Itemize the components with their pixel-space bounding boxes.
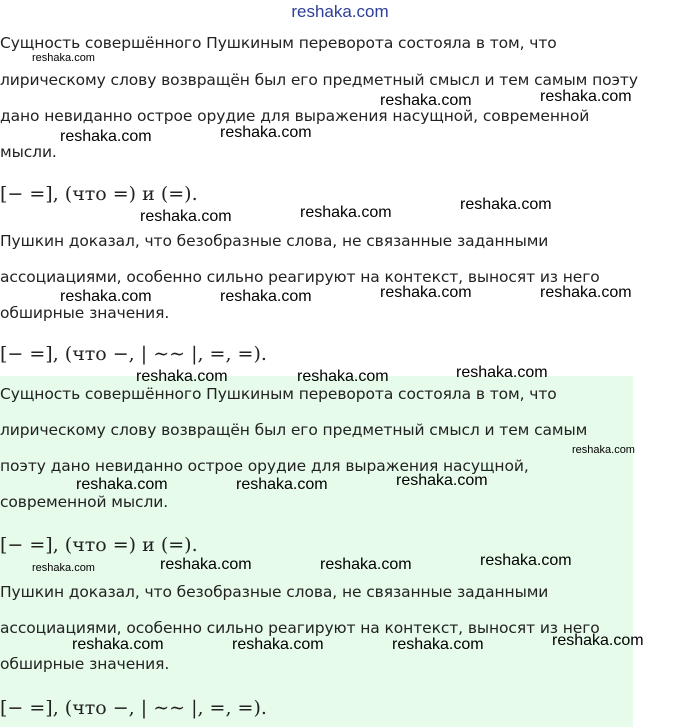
watermark: reshaka.com (380, 284, 472, 301)
exercise-scheme2: [− =], (что −, | ∼∼ |, =, =). (0, 343, 267, 365)
answer-p1-line3: поэту дано невиданно острое орудие для выражения насущной, (0, 457, 529, 475)
watermark: reshaka.com (220, 124, 312, 141)
answer-p2-line1: Пушкин доказал, что безобразные слова, не связанные заданными (0, 583, 549, 601)
watermark: reshaka.com (392, 636, 484, 653)
watermark: reshaka.com (140, 208, 232, 225)
site-title[interactable]: reshaka.com (291, 2, 389, 21)
watermark: reshaka.com (300, 204, 392, 221)
answer-p2-line3: обширные значения. (0, 655, 170, 673)
exercise-p2-line3: обширные значения. (0, 304, 170, 322)
watermark: reshaka.com (297, 368, 389, 385)
watermark: reshaka.com (160, 556, 252, 573)
watermark: reshaka.com (540, 88, 632, 105)
exercise-p1-line1: Сущность совершённого Пушкиным переворота состояла в том, что (0, 34, 557, 52)
watermark: reshaka.com (32, 562, 95, 574)
watermark: reshaka.com (136, 368, 228, 385)
watermark: reshaka.com (76, 476, 168, 493)
watermark: reshaka.com (220, 288, 312, 305)
answer-p1-line4: современной мысли. (0, 493, 169, 511)
watermark: reshaka.com (72, 636, 164, 653)
watermark: reshaka.com (456, 364, 548, 381)
watermark: reshaka.com (60, 128, 152, 145)
exercise-p2-line1: Пушкин доказал, что безобразные слова, не связанные заданными (0, 232, 549, 250)
answer-scheme1: [− =], (что =) и (=). (0, 534, 198, 556)
watermark: reshaka.com (552, 632, 644, 649)
watermark: reshaka.com (396, 472, 488, 489)
watermark: reshaka.com (540, 284, 632, 301)
exercise-p1-line4: мысли. (0, 143, 57, 161)
watermark: reshaka.com (380, 92, 472, 109)
exercise-p1-line2: лирическому слову возвращён был его предметный смысл и тем самым поэту (0, 71, 638, 89)
exercise-scheme1: [− =], (что =) и (=). (0, 183, 198, 205)
answer-p1-line1: Сущность совершённого Пушкиным переворота состояла в том, что (0, 385, 557, 403)
answer-scheme2: [− =], (что −, | ∼∼ |, =, =). (0, 697, 267, 719)
watermark: reshaka.com (320, 556, 412, 573)
watermark: reshaka.com (32, 52, 95, 64)
exercise-p1-line3: дано невиданно острое орудие для выражения насущной, современной (0, 107, 590, 125)
watermark: reshaka.com (572, 444, 635, 456)
watermark: reshaka.com (236, 476, 328, 493)
exercise-p2-line2: ассоциациями, особенно сильно реагируют на контекст, выносят из него (0, 268, 600, 286)
watermark: reshaka.com (60, 288, 152, 305)
answer-p2-line2: ассоциациями, особенно сильно реагируют на контекст, выносят из него (0, 619, 600, 637)
watermark: reshaka.com (460, 196, 552, 213)
watermark: reshaka.com (232, 636, 324, 653)
watermark: reshaka.com (480, 552, 572, 569)
answer-p1-line2: лирическому слову возвращён был его предметный смысл и тем самым (0, 421, 588, 439)
